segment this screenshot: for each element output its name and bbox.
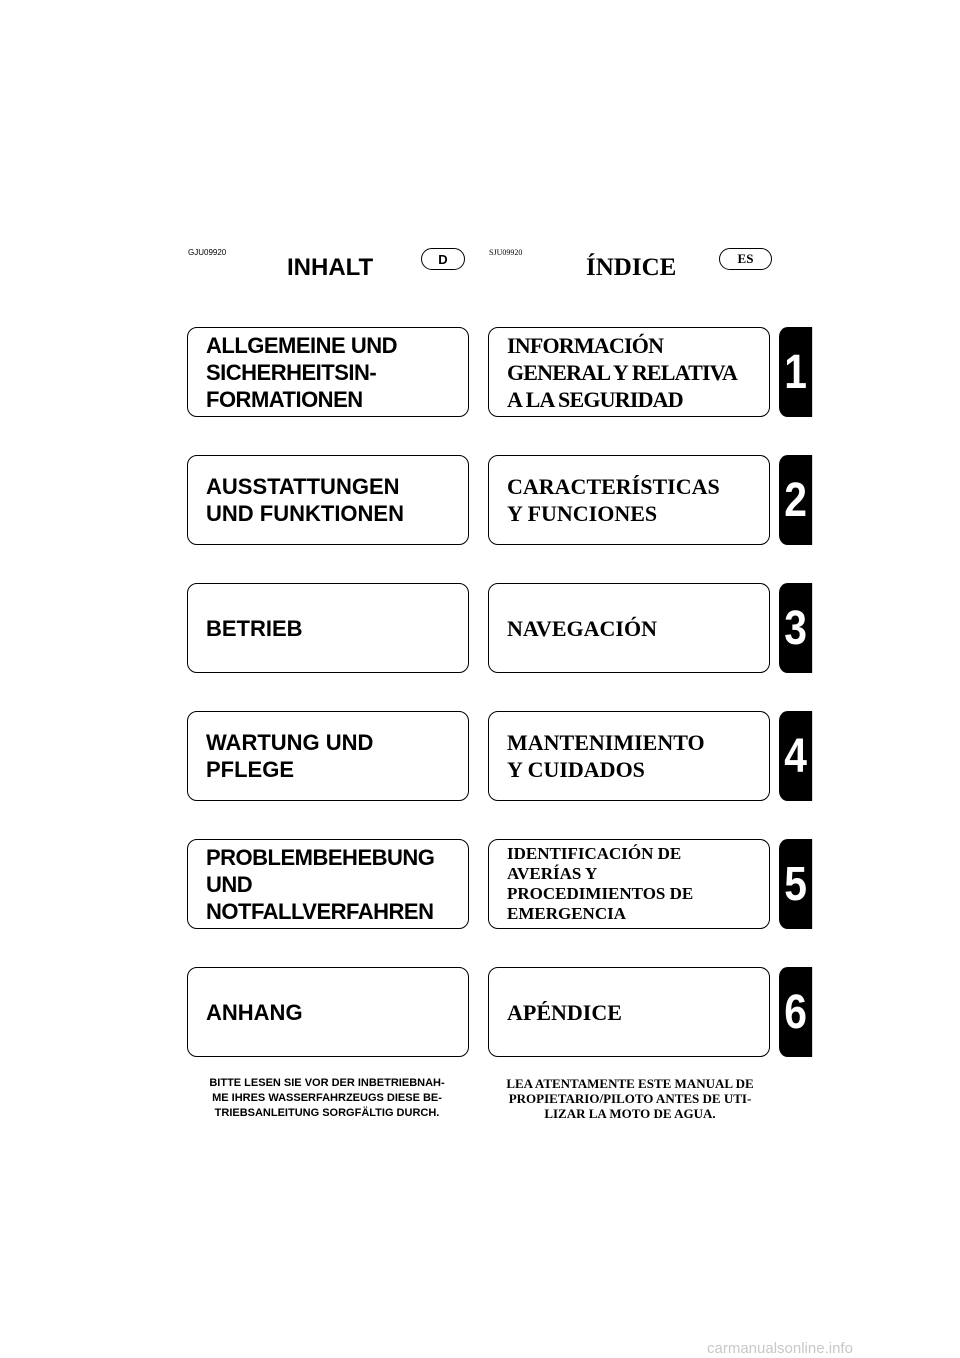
- german-read-notice: BITTE LESEN SIE VOR DER INBETRIEBNAH- ME IHRES WASSERFAHRZEUGS DIESE BE- TRIEBSANLEITUNG SORGFÄLTIG DURCH.: [209, 1077, 445, 1119]
- section-1-spanish-link[interactable]: [488, 327, 770, 417]
- section-6-spanish-link[interactable]: [488, 967, 770, 1057]
- german-doc-code: GJU09920: [188, 248, 227, 257]
- section-6-german-label: ANHANG: [206, 999, 303, 1025]
- section-4-german-link[interactable]: [187, 711, 469, 801]
- section-4-spanish-label: MANTENIMIENTO Y CUIDADOS: [507, 730, 705, 782]
- spanish-doc-code: SJU09920: [489, 248, 523, 257]
- section-5-german-label: PROBLEMBEHEBUNG UND NOTFALLVERFAHREN: [206, 844, 435, 924]
- section-5-german-link[interactable]: [187, 839, 469, 929]
- section-2-spanish-label: CARACTERÍSTICAS Y FUNCIONES: [507, 474, 720, 526]
- section-3-tab[interactable]: 3: [779, 583, 812, 673]
- spanish-language-badge: ES: [719, 248, 772, 270]
- section-2-spanish-link[interactable]: [488, 455, 770, 545]
- section-3-german-label: BETRIEB: [206, 615, 303, 641]
- section-1-german-label: ALLGEMEINE UND SICHERHEITSIN- FORMATIONEN: [206, 332, 397, 412]
- watermark: carmanualsonline.info: [707, 1340, 853, 1357]
- section-4-spanish-link[interactable]: [488, 711, 770, 801]
- section-2-german-link[interactable]: [187, 455, 469, 545]
- section-2-tab[interactable]: 2: [779, 455, 812, 545]
- section-5-spanish-link[interactable]: [488, 839, 770, 929]
- german-language-badge: D: [421, 248, 465, 270]
- german-title: INHALT: [287, 254, 374, 281]
- section-3-german-link[interactable]: [187, 583, 469, 673]
- section-2-german-label: AUSSTATTUNGEN UND FUNKTIONEN: [206, 474, 404, 526]
- section-6-tab[interactable]: 6: [779, 967, 812, 1057]
- section-6-german-link[interactable]: [187, 967, 469, 1057]
- section-5-spanish-label: IDENTIFICACIÓN DE AVERÍAS Y PROCEDIMIENTOS DE EMERGENCIA: [507, 844, 694, 923]
- section-1-tab[interactable]: 1: [779, 327, 812, 417]
- section-3-spanish-link[interactable]: [488, 583, 770, 673]
- spanish-title: ÍNDICE: [586, 254, 677, 281]
- spanish-read-notice: LEA ATENTAMENTE ESTE MANUAL DE PROPIETARIO/PILOTO ANTES DE UTI- LIZAR LA MOTO DE AGUA.: [506, 1076, 754, 1121]
- section-4-german-label: WARTUNG UND PFLEGE: [206, 730, 374, 782]
- section-3-spanish-label: NAVEGACIÓN: [507, 615, 657, 641]
- section-4-tab[interactable]: 4: [779, 711, 812, 801]
- section-1-german-link[interactable]: [187, 327, 469, 417]
- section-5-tab[interactable]: 5: [779, 839, 812, 929]
- section-1-spanish-label: INFORMACIÓN GENERAL Y RELATIVA A LA SEGURIDAD: [507, 332, 738, 412]
- section-6-spanish-label: APÉNDICE: [507, 999, 622, 1025]
